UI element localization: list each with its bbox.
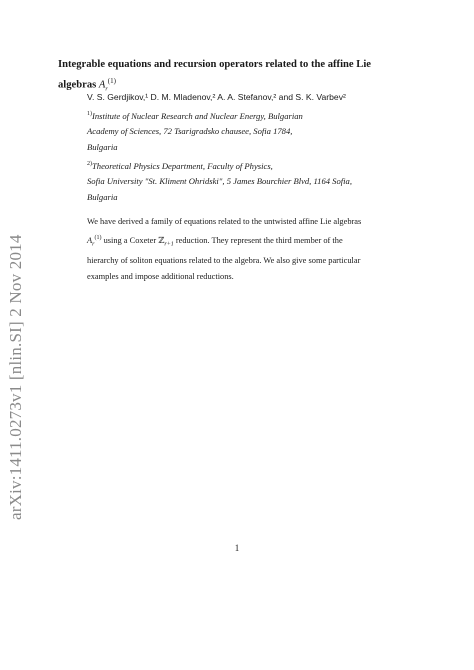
- abstract-algebra-superscript: (1): [94, 235, 102, 242]
- affiliation-1-marker: 1): [87, 111, 92, 117]
- affiliation-2-line-1: [87, 157, 447, 174]
- abstract-line-2-text-a: using a Coxeter: [101, 236, 159, 245]
- affiliation-2-marker: 2): [87, 161, 92, 167]
- affiliation-1-line-1-text: Institute of Nuclear Research and Nuclear Energy, Bulgarian: [92, 110, 303, 121]
- arxiv-identifier-stamp: arXiv:1411.0273v1 [nlin.SI] 2 Nov 2014: [6, 234, 25, 520]
- affiliation-1-line-1: [87, 107, 447, 124]
- affiliation-2-line-1-text: Theoretical Physics Department, Faculty of Physics,: [92, 160, 273, 171]
- abstract-line-4: examples and impose additional reductions.: [87, 272, 234, 282]
- abstract: [87, 214, 423, 285]
- abstract-line-2-text-b: reduction. They represent the third member of the: [173, 236, 343, 245]
- title-algebra-subscript: r: [105, 86, 108, 93]
- abstract-algebra-symbol: A: [87, 236, 93, 245]
- affiliation-2: [87, 157, 447, 205]
- abstract-algebra-subscript: r: [92, 241, 95, 248]
- author-list: V. S. Gerdjikov,¹ D. M. Mladenov,² A. A. Stefanov,² and S. K. Varbev²: [87, 92, 346, 102]
- affiliation-1-line-2: Academy of Sciences, 72 Tsarigradsko chausee, Sofia 1784,: [87, 126, 293, 137]
- abstract-group-symbol: ℤ: [158, 236, 165, 245]
- affiliation-2-line-2: Sofia University "St. Kliment Ohridski", 5 James Bourchier Blvd, 1164 Sofia,: [87, 176, 352, 187]
- title-algebra-superscript: (1): [107, 77, 116, 85]
- title-line-2-text: algebras: [58, 79, 99, 91]
- page-number: 1: [234, 543, 240, 553]
- affiliation-2-line-3: Bulgaria: [87, 191, 118, 202]
- title-algebra-symbol: A: [98, 79, 106, 91]
- affiliation-1-line-3: Bulgaria: [87, 141, 118, 152]
- abstract-line-1: We have derived a family of equations related to the untwisted affine Lie algebras: [87, 217, 362, 226]
- abstract-line-3: hierarchy of soliton equations related to the algebra. We also give some particular: [87, 255, 361, 265]
- abstract-line-2: [87, 230, 423, 253]
- title-line-1: Integrable equations and recursion operators related to the affine Lie: [58, 59, 371, 70]
- abstract-group-subscript: r+1: [164, 241, 174, 248]
- affiliation-1: [87, 107, 447, 155]
